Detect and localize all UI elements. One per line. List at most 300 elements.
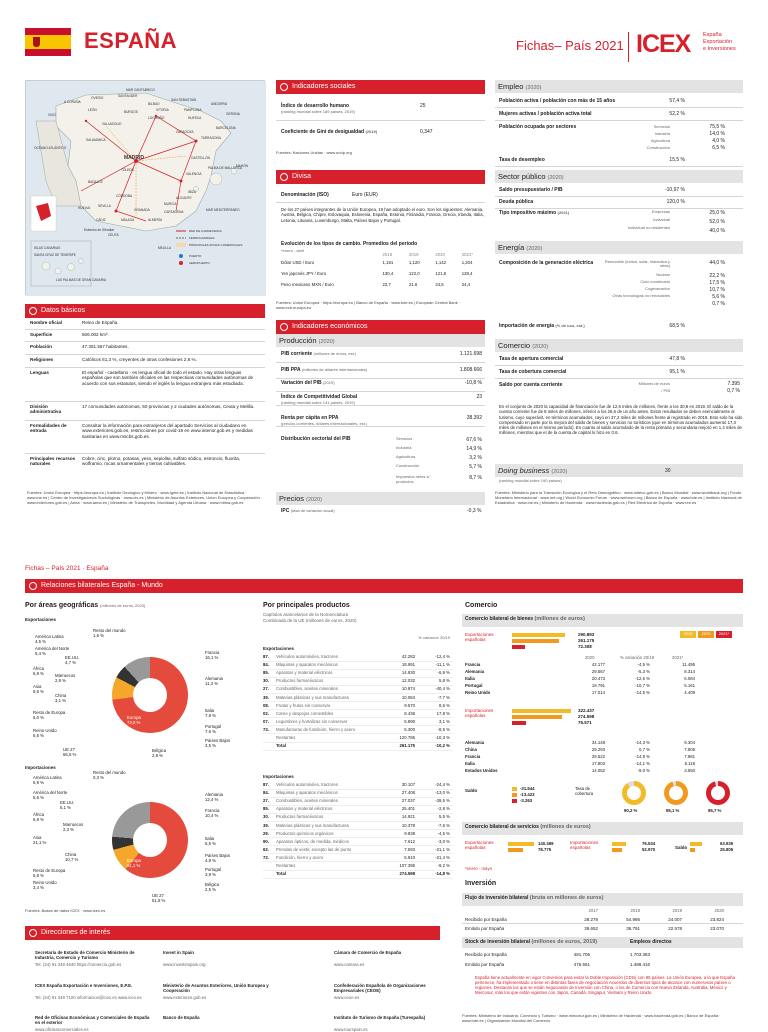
empleo-row-label: Población activa / población con más de 15 años [499,98,616,104]
producto-name: Legumbres y hortalizas sin conservar [276,718,348,724]
trade-bar [512,721,526,725]
serv-saldo-label: Saldo [675,845,688,850]
serv-value: 140.469 [538,841,554,846]
country-name: Alemania [465,740,485,745]
saldo-value: -31.544 [520,786,535,791]
divider [495,120,743,121]
donut-label: Portugal 3,9 % [205,867,222,877]
svg-text:GERONA: GERONA [226,112,240,116]
donut-label: EE.UU. 4,7 % [65,655,80,665]
producto-var: 8,6 % [439,702,450,708]
trade-bar [512,709,571,713]
value-2021: 7.805 [684,747,695,752]
direccion-detail: www.tourspain.es [334,1027,368,1032]
tipo-sector: Empresas [651,209,670,214]
section-indicadores-sociales: Indicadores sociales [276,80,485,94]
producto-code: 73. [263,726,269,732]
producto-name: Frutas y frutos sin conservar [276,702,331,708]
producto-value: 6.300 [404,726,415,732]
producto-value: 9.838 [404,830,415,836]
divider [276,426,485,427]
icex-logo: ICEX [636,30,691,58]
dist-value: 3,2 % [469,455,482,461]
producto-value: 107.395 [399,863,415,868]
svg-text:TARRAGONA: TARRAGONA [201,136,221,140]
svg-text:HUESCA: HUESCA [188,116,202,120]
energia-value: 17,5 % [709,280,725,286]
datos-value: Católicos 61,3 %, creyentes de otras confesiones 2,6 %. [82,357,197,362]
donut-label: Francia 16,1 % [205,650,220,660]
producto-var: -7,6 % [437,822,450,828]
imp-energia-value: 68,5 % [669,323,685,329]
direccion-detail: www.investinspain.org [163,962,206,967]
value-2021: 9.304 [684,740,695,745]
svg-text:VALLADOLID: VALLADOLID [102,122,122,126]
producto-name: Restantes [276,735,296,740]
trade-bar [512,715,562,719]
producto-var: -12,4 % [435,654,450,659]
section-relaciones: Relaciones bilaterales España - Mundo [25,579,743,593]
recibido-value: 28.278 [584,917,598,922]
svg-text:MÁLAGA: MÁLAGA [121,218,135,222]
direccion-detail: www.camara.es [334,962,365,967]
svg-text:LAS PALMAS DE GRAN CANARIA: LAS PALMAS DE GRAN CANARIA [56,278,107,282]
direccion-detail: www.exteriores.gob.es [163,995,207,1000]
empleo-row-value: 57,4 % [669,98,685,104]
serv-bar [508,842,534,846]
productos-title: Por principales productos [263,602,350,609]
svg-text:SAN SEBASTIÁN: SAN SEBASTIÁN [171,98,197,102]
inversion-title: Inversión [465,880,497,887]
empleo-row-label: Mujeres activas / población activa total [499,111,592,117]
producto-name: Máquinas y aparatos mecánicos [276,790,338,796]
doing-sub: (ranking mundial sobre 190 países) [499,478,562,483]
direccion-detail: Tel. (34) 91 349 7100 informacion@icex.es www.icex.es [35,995,142,1000]
comercio-row-label: Tasa de apertura comercial [499,356,564,362]
svg-text:ZARAGOZA: ZARAGOZA [176,130,194,134]
direccion-detail: www.ceoe.es [334,995,360,1000]
donut-label: América del Norte 5,4 % [35,646,70,656]
tipo-value: 52,0 % [709,219,725,225]
svg-text:BILBAO: BILBAO [148,102,160,106]
svg-text:ALICANTE: ALICANTE [176,196,192,200]
value-2021: 3.550 [684,768,695,773]
divider [276,362,485,363]
saldo-swatch [512,793,517,797]
paro-label: Tasa de desempleo [499,157,545,163]
donut-label: Francia 10,4 % [205,808,220,818]
datos-label: Lenguas [30,370,49,375]
source-right: Fuentes: Ministerio para la Transición Ecológica y el Reto Demográfico · www.miteco.gob.es | Banco Mundial · www.worldbank.org | Fondo Monetario Internacional · www.imf.org | World Economic Forum · www.weforum.org | Banco de España · www.bde.es | Instituto Nacional de Estadística · www.ine.es | Ministerio de Hacienda · www.hacienda.gob.es | Red Eléctrica de España · www.ree.es [495,490,742,505]
donut-hole [133,823,167,857]
producto-value: 9.570 [404,702,415,708]
producto-value: 42.283 [401,654,415,659]
col-header: 2020 [585,655,595,660]
produccion-header: Producción (2020) [276,334,485,347]
donut-label: Bélgica 2,8 % [152,748,167,758]
serv-value: 63.935 [720,841,734,846]
producto-var: 5,8 % [439,678,450,684]
svg-text:MURCIA: MURCIA [164,202,177,206]
energia-value: 22,2 % [709,273,725,279]
producto-var: -40,4 % [435,686,450,692]
producto-var: -8,5 % [437,726,450,732]
producto-code: 30. [263,814,269,820]
source-areas: Fuentes: Bases de datos ICEX · www.icex.es [25,908,106,913]
energia-value: 44,0 % [709,260,725,266]
comercio-row-value: 47,8 % [669,356,685,362]
variation: -14,1 % [635,761,650,766]
producto-var: -21,4 % [435,854,450,860]
value-2020: 29.522 [591,754,605,759]
direccion-title: Red de Oficinas Económicas y Comerciales de España en el exterior [35,1015,150,1025]
value-2021: 11.495 [682,662,695,667]
producto-var: -21,1 % [435,846,450,852]
dist-value: 14,9 % [466,446,482,452]
country-name: Francia [465,662,481,667]
icex-logo-subtitle: España Exportación e Inversiones [703,32,736,52]
donut-label: China 10,7 % [65,852,79,862]
economic-value: 38.392 [466,415,482,421]
dist-value: 67,6 % [466,437,482,443]
donut-label: América del Norte 5,6 % [33,790,68,800]
country-title: ESPAÑA [84,28,178,53]
divider [25,453,265,454]
value-2020: 19.791 [591,683,605,688]
emitido-label: Emitido por España [465,926,505,931]
donut-label: África 6,9 % [33,666,44,676]
svg-text:MAR MEDITERRÁNEO: MAR MEDITERRÁNEO [206,208,240,212]
serv-bar [508,848,523,852]
source-social: Fuentes: Naciones Unidas · www.undp.org [276,150,352,155]
legend-swatch: 2020 [698,631,714,638]
economic-value: 1.121.698 [459,351,482,357]
divider [25,420,265,421]
producto-code: 84. [263,662,269,668]
producto-name: Restantes [276,863,296,868]
producto-code: 02. [263,710,269,716]
direccion-detail: www.oficinascomerciales.es [35,1027,89,1032]
svg-text:Estrecho de Gibraltar: Estrecho de Gibraltar [84,228,115,232]
svg-text:LOGROÑO: LOGROÑO [148,116,165,120]
svg-text:SANTA CRUZ DE TENERIFE: SANTA CRUZ DE TENERIFE [34,253,76,257]
exp-label: Exportaciones españolas [465,632,494,642]
year-header: 2018 [630,908,640,913]
producto-value: 6.890 [404,718,415,724]
producto-value: 14.921 [401,814,415,820]
producto-name: Combustibles, aceites minerales [276,798,338,804]
map-label: MAR CANTÁBRICO [126,88,155,92]
producto-value: 120.786 [399,735,415,740]
inversion-note: España tiene actualmente en vigor Convenios para evitar la Doble Imposición (CDIs) con 95 países. La Unión Europea, a la que España pertenece, ha implementado o tiene en distintas fases de negociación Acuerdos de diversos tipos de alcance con numerosos países o regiones. Destacan los que se están negociando de Inversión con China, o los de Comercio con Nueva Zelanda, Australia, México y Mercosur, más los que están vigentes con Japón, Canadá, Singapur, Vietnam y Reino Unido. [475,975,735,995]
trade-total: 72.308 [578,644,592,649]
producto-name: Materias plásticas y sus manufacturas [276,822,349,828]
producto-name: Manufacturas de fundición, hierro y acero [276,726,356,732]
variation: 0,7 % [639,747,650,752]
svg-text:CEUTA: CEUTA [108,233,119,237]
trade-total: 261.175 [578,638,595,643]
serv-value: 52.970 [642,847,656,852]
divider [25,341,265,342]
economic-label: Índice de Competitividad Global (ranking mundial sobre 141 países, 2019) [281,394,358,405]
serv-bar [612,842,626,846]
tipo-label: Tipo impositivo máximo (2021) [499,210,570,216]
variation: -10,7 % [635,683,650,688]
areas-title: Por áreas geográficas (millones de euros, 2020) [25,602,146,609]
trade-bar [512,639,559,643]
divider [276,391,485,392]
recibido-value: 24.007 [668,917,682,922]
currency-icon [280,173,288,181]
idh-value: 25 [420,103,426,109]
direccion-title: Ministerio de Asuntos Exteriores, Unión Europea y Cooperación [163,983,269,993]
divider [495,378,743,379]
empleo-header: Empleo (2020) [495,80,743,93]
serv-bar [612,848,622,852]
ocup-value: 6,5 % [712,145,725,151]
section-datos-basicos: Datos básicos [25,304,265,318]
economic-value: -10,8 % [464,380,482,386]
ocup-sector: Construcción [646,145,670,150]
page2-header: Fichas – País 2021 · España [25,565,109,572]
producto-name: Materias plásticas y sus manufacturas [276,694,349,700]
col-header: 2021* [672,655,684,660]
producto-var: -39,5 % [435,798,450,804]
ocup-value: 75,5 % [709,124,725,130]
serv-value: 25.805 [720,847,734,852]
ocup-value: 14,0 % [709,131,725,137]
stock-emitido-empleos: 1.489.416 [630,962,651,967]
producto-value: 18.991 [401,662,415,668]
donut-label: UE 27 66,5 % [63,747,77,757]
divider [25,329,265,330]
value-2021: 5.161 [684,683,695,688]
saldo-sub: Millones de euros [638,381,670,386]
country-name: Francia [465,754,481,759]
divider [276,378,485,379]
recibido-value: 54.986 [626,917,640,922]
producto-value: 10.378 [401,822,415,828]
saldo-value: -13.423 [520,792,535,797]
economic-value: 1.808.666 [459,367,482,373]
energia-value: 0,7 % [712,301,725,307]
variation: -12,6 % [635,676,650,681]
energia-comp-label: Composición de la generación eléctrica [499,260,594,266]
svg-text:MAHÓN: MAHÓN [236,164,248,168]
producto-code: 39. [263,694,269,700]
svg-text:PAMPLONA: PAMPLONA [184,108,202,112]
producto-code: 72. [263,854,269,860]
col-header: % variación 20/19 [620,655,655,660]
donut-label: Resto de Europa 5,9 % [33,868,66,878]
producto-code: 29. [263,830,269,836]
sp-row-label: Saldo presupuestario / PIB [499,187,563,193]
serv-value: 78.775 [538,847,552,852]
economic-value: 23 [476,394,482,400]
producto-name: Máquinas y aparatos mecánicos [276,662,338,668]
producto-name: Vehículos automóviles, tractores [276,654,338,659]
donut-label: Alemania 11,3 % [205,676,223,686]
direccion-title: Invest in Spain [163,950,194,955]
trade-bar [512,645,525,649]
producto-name: Aparatos y material eléctricos [276,670,333,676]
divider [495,365,743,366]
direccion-title: Secretaría de Estado de Comercio Ministerio de Industria, Comercio y Turismo [35,950,135,960]
denominacion-label: Denominación (ISO) [281,192,329,198]
emitido-value: 36.791 [626,926,640,931]
svg-text:SEVILLA: SEVILLA [98,204,111,208]
comercio-text: En el conjunto de 2020 la capacidad de financiación fue de 12,6 miles de millones, frente a los 30,8 en 2019. El saldo de la cuenta corriente fue de 8 miles de millones, inferior a los 26,6 de un año antes. Estos resultados se deben esencialmente al turismo, cuyo superávit, en términos acumulados, cayó en 37,2 miles de millones frente al registrado en 2019. Esto solo ha sido compensado en parte por la mejora del saldo de bienes y servicios no turísticos (que en términos acumulados aumentó 17,3 miles de millones en el mismo período). En cuanto al saldo acumulado de la renta primaria y secundaria mejoró en 1,4 miles de millones, mientras que el de la cuenta de capital lo hizo en 0,6. [499,404,743,436]
cobertura-value: 95,7 % [708,808,722,813]
gini-label: Coeficiente de Gini de desigualdad (2019) [281,129,378,135]
variation: -14,3 % [635,740,650,745]
saldo-value: 7.395 [727,381,740,387]
energia-value: 10,7 % [709,287,725,293]
country-name: Portugal [465,683,483,688]
dist-sector: Agricultura [396,454,416,459]
direccion-detail: Tel. (34) 91 349 4640 https://comercio.gob.es [35,962,122,967]
dist-sector: Servicios [396,436,413,441]
euro-text: De los 27 países integrantes de la Unión Europea, 19 han adoptado el euro. Son los siguientes: Alemania, Austria, Bélgica, Chipre, Eslovaquia, Eslovenia, España, Estonia, Finlandia, Francia, Grecia, Irlanda, Italia, Letonia, Lituania, Luxemburgo, Malta, Países Bajos y Portugal. [281,207,484,223]
donut-label: Marruecos 2,8 % [55,673,76,683]
donut-label: Resto del mundo 1,6 % [93,628,126,638]
divider [495,166,743,167]
datos-value: 47.351.567 habitantes. [82,344,129,349]
svg-text:HUELVA: HUELVA [78,206,91,210]
emitido-value: 39.652 [584,926,598,931]
svg-text:A CORUÑA: A CORUÑA [64,100,81,104]
precios-header: Precios (2020) [276,492,485,505]
source-inversion: Fuentes: Ministerio de Industria, Comercio y Turismo · www.mincotur.gob.es | Ministerio de Hacienda · www.hacienda.gob.es | Banco de España · www.bde.es | Organización Mundial del Comercio [462,1013,721,1023]
productos-sub: Capítulos arancelarios de la Nomenclatura Combinada de la UE (millones de euros, 2020) [263,612,357,623]
doing-value: 30 [665,468,671,474]
paro-value: 15,5 % [669,157,685,163]
idh-sub: (ranking mundial sobre 189 países, 2019) [281,109,355,114]
tipo-value: 40,0 % [709,228,725,234]
servicios-header: Comercio bilateral de servicios (millones de euros) [462,822,743,835]
svg-text:MADRID: MADRID [124,155,144,161]
cobertura-gauge [664,781,688,805]
saldo-swatch [512,799,517,803]
producto-var: -11,1 % [435,662,450,668]
svg-text:AEROPUERTO: AEROPUERTO [189,261,210,265]
economic-label: PIB PPA (millones de dólares internacionales) [281,367,368,373]
donut-label: América Latina 5,9 % [33,775,62,785]
variation: -4,5 % [637,662,650,667]
donut-label: EE.UU. 5,1 % [60,800,75,810]
value-2020: 34.148 [591,740,605,745]
producto-code: 87. [263,782,269,787]
section-direcciones: Direcciones de interés [25,926,440,940]
producto-name: Vehículos automóviles, tractores [276,782,338,787]
direccion-title: ICEX España Exportación e Inversiones, E.P.E. [35,983,133,988]
evo-note: *enero - abril [281,248,304,253]
producto-var: -24,4 % [435,782,450,787]
trade-bar [512,633,565,637]
recibido-value: 23.824 [710,917,724,922]
producto-value: 25.401 [401,806,415,812]
producto-var: -2,8 % [437,806,450,812]
datos-label: División administrativa [30,404,62,415]
donut-label: Asia 9,5 % [33,684,44,694]
energia-source: Renovable (eólica, solar, hidráulica y otras) [604,259,670,269]
datos-value: 17 comunidades autónomas, 50 provincias y 2 ciudades autónomas, Ceuta y Melilla. [82,404,255,409]
divider [263,750,453,751]
tipo-sector: Individual no residentes [627,225,670,230]
gini-value: 0,347 [420,129,433,135]
comercio-title: Comercio [465,602,498,609]
value-2020: 17.803 [591,761,605,766]
dist-value: 5,7 % [469,464,482,470]
donut-label: Europa 73,0 % [127,715,141,725]
svg-text:OCÉANO ATLÁNTICO: OCÉANO ATLÁNTICO [34,146,67,150]
svg-text:TOLEDO: TOLEDO [121,168,135,172]
donut-label: Italia 7,8 % [205,708,216,718]
divider [25,354,265,355]
value-2021: 4.409 [684,690,695,695]
divider [263,878,453,879]
saldo-label: Saldo por cuenta corriente [499,382,563,388]
donut-label: China 3,1 % [55,693,67,703]
producto-code: 08. [263,702,269,708]
serv-value: 76.534 [642,841,656,846]
spain-map-svg [26,81,266,296]
value-2021: 7.981 [684,754,695,759]
svg-text:PRINCIPALES ZONAS COMERCIALES: PRINCIPALES ZONAS COMERCIALES [189,243,243,247]
value-2020: 29.567 [591,669,605,674]
producto-value: 12.032 [401,678,415,684]
denominacion-value: Euro (EUR) [352,192,378,198]
dist-label: Distribución sectorial del PIB [281,436,351,442]
country-name: China [465,747,477,752]
dist-sector: Impuestos netos s/ productos [396,474,430,484]
dist-sector: Industria [396,445,412,450]
spain-map [25,80,265,295]
producto-var: -7,7 % [437,694,450,700]
producto-code: 62. [263,846,269,852]
energia-source: Cogeneración [645,286,670,291]
datos-value: Reino de España. [82,320,119,325]
producto-code: 85. [263,806,269,812]
producto-var: -10,3 % [435,735,450,740]
country-name: Estados Unidos [465,768,498,773]
svg-text:BADAJOZ: BADAJOZ [88,180,103,184]
divider [276,202,485,203]
section-divisa: Divisa [276,170,485,184]
ipc-label: IPC (tasa de variación anual) [281,508,335,514]
exchange-table: 2018 2019 2020 2021* Dólar USD / Euro 1,181 1,120 1,142 1,204 Yen japonés JPY / Euro 130,4 122,0 121,8 128,4 Peso mexicano MXN / Euro 22,7 21,6 24,5 24,4 [281,252,473,287]
areas-imp-label: Importaciones [25,765,56,770]
areas-exp-label: Exportaciones [25,617,57,622]
dist-sector: Construcción [396,463,420,468]
divider [462,923,743,924]
energia-source: Otras tecnologías no renovables [612,293,670,298]
datos-label: Principales recursos naturales [30,456,76,467]
country-name: Italia [465,676,475,681]
trade-total: 274.598 [578,714,595,719]
donut-label: Alemania 12,4 % [205,792,223,802]
producto-var: -4,5 % [437,830,450,836]
cobertura-gauge [706,781,730,805]
saldo-label: Saldo [465,788,478,793]
year-header: 2019 [672,908,682,913]
producto-code: 07. [263,718,269,724]
donut-label: Europa 61,1 % [127,858,141,868]
evo-title: Evolución de los tipos de cambio. Promedios del período [281,241,418,247]
donut-hole [133,678,167,712]
stock-emitido: 476.551 [573,962,590,967]
producto-name: Productos farmacéuticos [276,678,324,684]
